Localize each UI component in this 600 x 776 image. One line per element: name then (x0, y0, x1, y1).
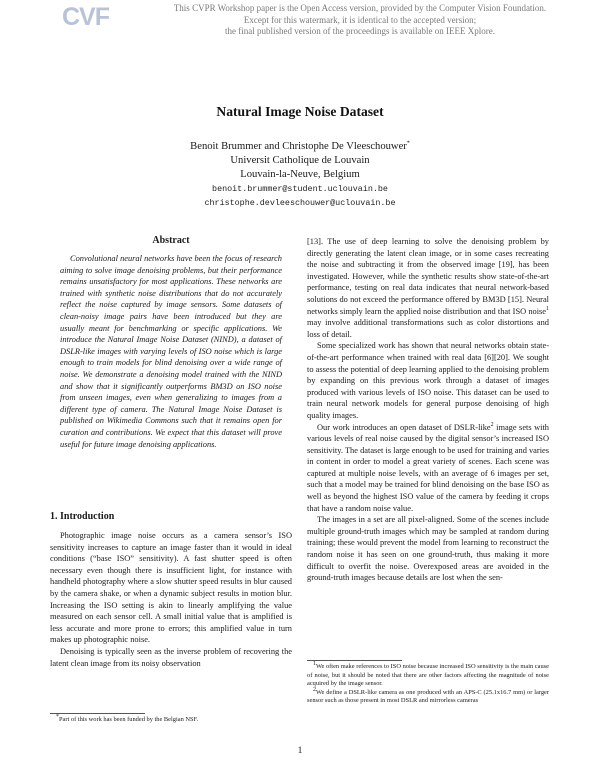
page-number: 1 (297, 746, 303, 756)
cvf-logo: CVF (62, 3, 109, 31)
footnote-ref: 2 (490, 421, 494, 428)
watermark-notice (140, 3, 580, 38)
author-location: Louvain-la-Neuve, Belgium (240, 169, 360, 181)
footnote-1: $^1$We often make references to ISO noise because increased ISO sensitivity is the main cause of noise, but it should be noted that there are other factors affecting the magnitude of noise acquired by the image sensor. (307, 660, 549, 688)
footnote-funding: *Part of this work has been funded by the Belgian NSF. (56, 713, 199, 723)
body-paragraph: Our work introduces an open dataset of DSLR-like$^2$ image sets with various levels of real noise caused by the digital sensor’s increased ISO sensitivity. The dataset is large enough to be used for training and varies in content in order to model a great variety of scenes. Each scene was captured at multiple noise levels, with an average of 6 images per set, such that a model may be trained for blind denoising on the base ISO as well as beyond the highest ISO value of the camera by feeding it crops that have a random noise value. (307, 421, 549, 513)
abstract-text: Convolutional neural networks have been the focus of research aiming to solve image denoising problems, but their performance remains unsatisfactory for most applications. These networks are trained with synthetic noise distributions that do not accurately reflect the noise captured by image sensors. Some datasets of clean-noisy image pairs have been introduced but they are usually meant for benchmarking or specific applications. We introduce the Natural Image Noise Dataset (NIND), a dataset of DSLR-like images with varying levels of ISO noise which is large enough to train models for blind denoising over a wide range of noise. We demonstrate a denoising model trained with the NIND and show that it significantly outperforms BM3D on ISO noise from unseen images, even when generalizing to images from a different type of camera. The Natural Image Noise Dataset is published on Wikimedia Commons such that it remains open for curation and contributions. We expect that this dataset will prove useful for future image denoising applications. (60, 254, 282, 449)
footnote-ref: 1 (546, 305, 549, 312)
author-block (0, 140, 600, 183)
footnotes-right (307, 660, 549, 706)
author-emails (0, 183, 600, 211)
body-paragraph: Photographic image noise occurs as a camera sensor’s ISO sensitivity increases to capture an image faster than it would in ideal conditions (“base ISO” sensitivity). A fast shutter speed is often necessary even though there is insufficient light, for instance with handheld photography where a slow shutter speed results in blur caused by the camera shake, or when a dynamic subject results in motion blur. Increasing the ISO setting is akin to linearly amplifying the value measured on each sensor cell. A small initial value that is amplified is less accurate and more prone to errors; this amplified value in turn makes up photographic noise. (50, 531, 292, 645)
email-2: christophe.devleeschouwer@uclouvain.be (204, 197, 396, 208)
watermark-line: This CVPR Workshop paper is the Open Access version, provided by the Computer Vision Foundation. (173, 3, 547, 13)
abstract-heading: Abstract (152, 235, 190, 246)
body-paragraph: Some specialized work has shown that neural networks obtain state-of-the-art performance when trained with real data [6][20]. We sought to assess the potential of deep learning applied to the denoising problem by expanding on this previous work through a dataset of images produced with various levels of ISO noise. This dataset can be used to train neural network models for general purpose denoising of high quality images. (307, 341, 549, 420)
watermark-line: Except for this watermark, it is identical to the accepted version; (243, 14, 477, 25)
email-1: benoit.brummer@student.uclouvain.be (212, 184, 388, 194)
author-affiliation: Universit Catholique de Louvain (230, 155, 370, 167)
body-paragraph: [13]. The use of deep learning to solve the denoising problem by directly generating the latent clean image, or in some cases recreating the noise and subtracting it from the observed image [19], has been investigated. However, while the synthetic results show state-of-the-art performance, testing on real data indicates that neural network-based solutions do not exceed the performance offered by BM3D [15]. Neural networks simply learn the applied noise distribution and that ISO noise$^1$ may involve additional transformations such as color distortions and loss of detail. (307, 237, 549, 339)
footnote-divider (50, 713, 145, 714)
introduction-heading: 1. Introduction (50, 511, 115, 522)
paper-title: Natural Image Noise Dataset (216, 104, 384, 119)
author-names: Benoit Brummer and Christophe De Vleeschouwer* (190, 140, 410, 152)
body-paragraph: The images in a set are all pixel-aligned. Some of the scenes include multiple ground-truth images which may be sampled at random during training; these would prevent the model from learning to reconstruct the random noise it has seen on one ground-truth, thus making it more difficult to overfit the noise. Overexposed areas are avoided in the ground-truth images because details are lost when the sen- (307, 515, 549, 583)
body-paragraph: Denoising is typically seen as the inverse problem of recovering the latent clean image from its noisy observation (50, 646, 292, 668)
watermark-line: the final published version of the proceedings is available on IEEE Xplore. (225, 26, 495, 36)
author-footnote-mark: * (406, 140, 410, 147)
footnote-2: $^2$We define a DSLR-like camera as one produced with an APS-C (25.1x16.7 mm) or larger sensor such as those present in most DSLR and mirrorless cameras (307, 686, 549, 705)
footnote-mark: * (56, 713, 59, 720)
right-column-body (307, 236, 549, 584)
introduction-body (50, 530, 292, 669)
footnote-divider (307, 660, 402, 661)
